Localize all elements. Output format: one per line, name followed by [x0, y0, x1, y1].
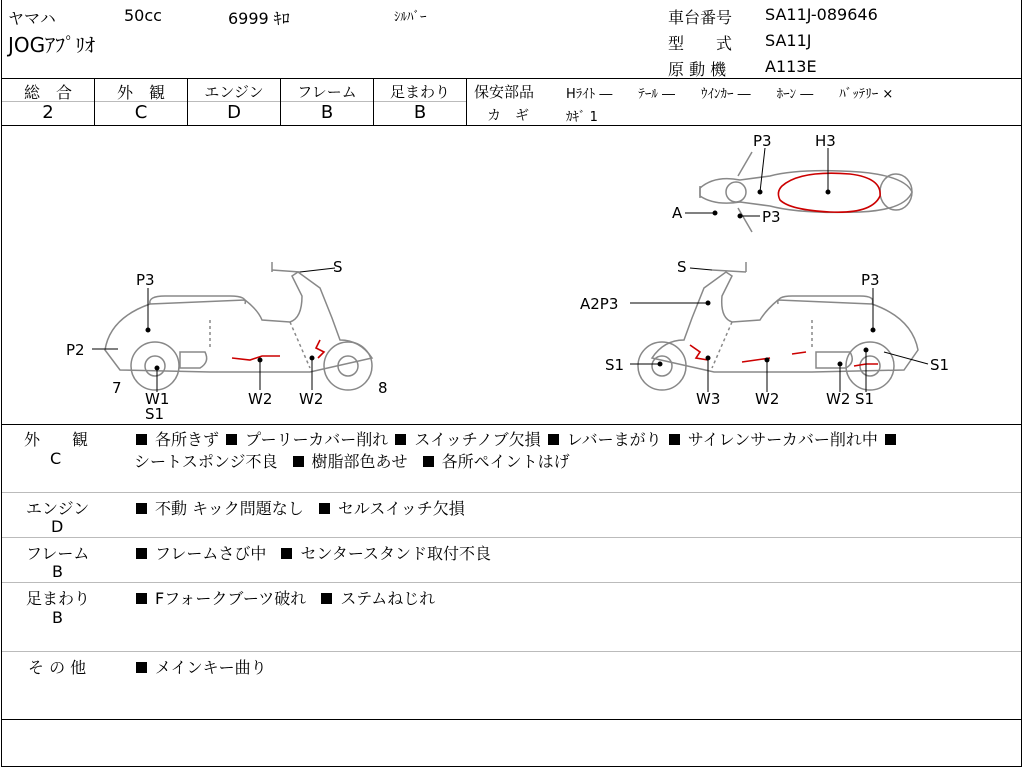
label-right-s: S	[677, 258, 687, 276]
label-right-w3: W3	[696, 390, 721, 408]
remarks-suspension-line	[134, 586, 435, 609]
bullet-icon	[423, 456, 434, 467]
engine-model-value: A113E	[765, 57, 817, 76]
divider	[2, 492, 1021, 493]
bullet-icon	[136, 503, 147, 514]
frame-no-label: 車台番号	[668, 8, 733, 27]
remarks-suspension-grade: B	[52, 608, 63, 627]
exterior-grade: C	[134, 102, 148, 123]
engine-label: エンジン	[204, 83, 264, 101]
divider	[2, 537, 1021, 538]
label-left-p3: P3	[136, 271, 155, 289]
remarks-other-label: そ の 他	[28, 658, 87, 677]
bullet-icon	[226, 434, 237, 445]
label-right-a2p3: A2P3	[580, 295, 619, 313]
remarks-exterior-label: 外 観	[24, 430, 89, 449]
bullet-icon	[136, 434, 147, 445]
bullet-icon	[319, 503, 330, 514]
overall-label: 総 合	[23, 83, 72, 102]
remarks-other-line	[134, 655, 267, 678]
model-name: JOGｱﾌﾟﾘｵ	[8, 33, 96, 57]
remark-item: サイレンサーカバー削れ中	[687, 430, 878, 449]
remark-item: スイッチノブ欠損	[414, 430, 541, 449]
frame-label: フレーム	[297, 83, 357, 101]
remarks-exterior-grade: C	[50, 449, 62, 468]
label-right-w2a: W2	[755, 390, 780, 408]
remark-item: 樹脂部色あせ	[311, 452, 408, 471]
label-right-p3: P3	[861, 271, 880, 289]
bullet-icon	[281, 548, 292, 559]
remarks-exterior-line1	[134, 427, 904, 450]
divider	[1, 78, 1022, 79]
label-left-p2: P2	[66, 341, 85, 359]
label-left-s1: S1	[145, 405, 165, 423]
remark-item: シートスポンジ不良	[134, 452, 278, 471]
bullet-icon	[293, 456, 304, 467]
suspension-label: 足まわり	[389, 83, 450, 101]
remarks-exterior-line2	[134, 449, 570, 472]
remark-item: セルスイッチ欠損	[337, 499, 465, 518]
label-left-w2a: W2	[248, 390, 273, 408]
divider	[2, 651, 1021, 652]
remark-item: センタースタンド取付不良	[300, 544, 492, 563]
mileage: 6999 ｷﾛ	[228, 9, 290, 28]
remark-item: Fフォークブーツ破れ	[155, 589, 307, 608]
label-left-7: 7	[112, 379, 122, 397]
color: ｼﾙﾊﾞｰ	[394, 10, 427, 25]
remark-item: 不動 キック問題なし	[155, 499, 304, 518]
label-left-w1: W1	[145, 390, 170, 408]
engine-model-label: 原 動 機	[668, 60, 727, 79]
bullet-icon	[669, 434, 680, 445]
bullet-icon	[136, 593, 147, 604]
key-value: ｶｷﾞ 1	[566, 110, 598, 125]
engine-grade: D	[227, 102, 241, 123]
type-value: SA11J	[765, 31, 812, 50]
label-left-w2b: W2	[299, 390, 324, 408]
label-right-w2b: W2	[826, 390, 851, 408]
label-top-p3b: P3	[762, 208, 781, 226]
bullet-icon	[136, 548, 147, 559]
safety-label: 保安部品	[474, 83, 535, 101]
remarks-frame-label: フレーム	[26, 544, 90, 563]
divider	[2, 582, 1021, 583]
bullet-icon	[885, 434, 896, 445]
key-label: カ ギ	[487, 108, 529, 124]
label-right-s1a: S1	[605, 356, 625, 374]
bullet-icon	[395, 434, 406, 445]
remark-item: ステムねじれ	[340, 589, 436, 608]
label-right-s1b: S1	[930, 356, 950, 374]
divider	[1, 719, 1022, 720]
remark-item: フレームさび中	[155, 544, 267, 563]
label-right-s1c: S1	[855, 390, 875, 408]
bullet-icon	[321, 593, 332, 604]
remarks-suspension-label: 足まわり	[26, 589, 91, 608]
exterior-label: 外 観	[116, 83, 165, 102]
safety-items: Hﾗｲﾄ ― ﾃｰﾙ ― ｳｲﾝｶｰ ― ﾎｰﾝ ― ﾊﾞｯﾃﾘｰ ×	[566, 87, 894, 102]
frame-no: SA11J-089646	[765, 5, 878, 24]
remark-item: メインキー曲り	[155, 658, 267, 677]
bullet-icon	[548, 434, 559, 445]
suspension-grade: B	[413, 102, 427, 123]
bullet-icon	[136, 662, 147, 673]
remarks-frame-line	[134, 541, 491, 564]
overall-grade: 2	[42, 102, 54, 123]
remark-item: レバーまがり	[566, 430, 662, 449]
divider	[466, 78, 467, 125]
remarks-engine-label: エンジン	[26, 499, 90, 518]
label-top-h3: H3	[815, 132, 836, 150]
label-top-p3: P3	[753, 132, 772, 150]
label-top-a: A	[672, 204, 683, 222]
remark-item: 各所ペイントはげ	[441, 452, 570, 471]
remarks-frame-grade: B	[52, 562, 63, 581]
remark-item: 各所きず	[155, 430, 220, 449]
remarks-engine-line	[134, 496, 465, 519]
remarks-engine-grade: D	[51, 517, 64, 536]
type-label: 型 式	[668, 34, 733, 53]
label-left-s: S	[333, 258, 343, 276]
label-left-8: 8	[378, 379, 388, 397]
displacement: 50cc	[124, 6, 162, 25]
maker: ヤマハ	[8, 9, 56, 28]
remark-item: プーリーカバー削れ	[245, 430, 389, 449]
frame-grade: B	[320, 102, 334, 123]
